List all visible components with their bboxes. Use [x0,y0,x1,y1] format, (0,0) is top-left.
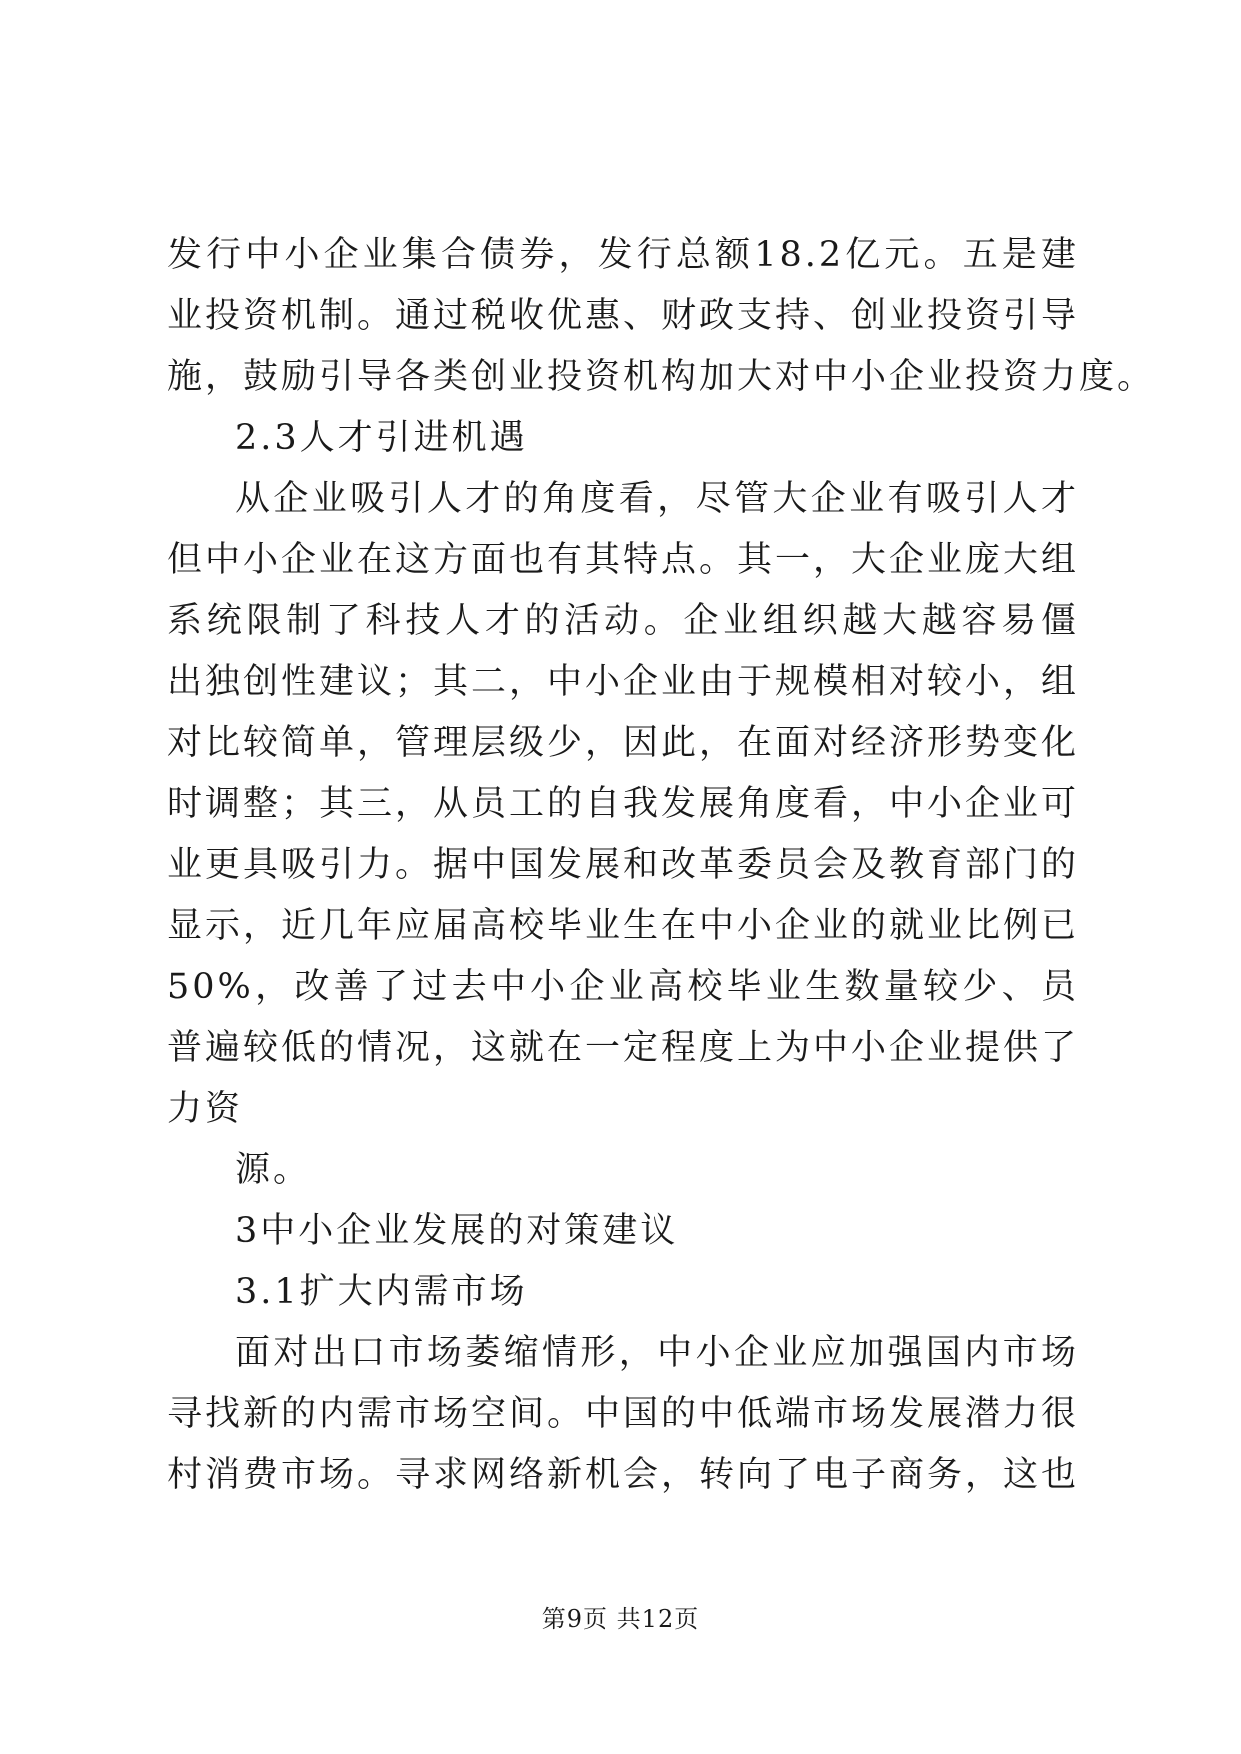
body-text-line: 业投资机制。通过税收优惠、财政支持、创业投资引导 [167,296,1079,336]
body-text-line: 力资 [167,1089,244,1129]
body-text-line: 普遍较低的情况，这就在一定程度上为中小企业提供了 [167,1028,1079,1068]
body-text-line: 显示，近几年应届高校毕业生在中小企业的就业比例已 [167,906,1079,946]
body-text-line: 从企业吸引人才的角度看，尽管大企业有吸引人才 [235,479,1079,519]
body-text-line: 但中小企业在这方面也有其特点。其一，大企业庞大组 [167,540,1079,580]
body-text-line: 村消费市场。寻求网络新机会，转向了电子商务，这也 [167,1455,1079,1495]
body-text-line: 业更具吸引力。据中国发展和改革委员会及教育部门的 [167,845,1079,885]
body-text-line: 出独创性建议；其二，中小企业由于规模相对较小，组 [167,662,1079,702]
body-text-line: 发行中小企业集合债券，发行总额18.2亿元。五是建 [167,235,1079,275]
body-text-line: 源。 [235,1150,312,1190]
body-text-line: 系统限制了科技人才的活动。企业组织越大越容易僵 [167,601,1079,641]
body-text-line: 50%，改善了过去中小企业高校毕业生数量较少、员 [167,967,1079,1007]
section-heading: 2.3人才引进机遇 [235,418,528,458]
section-heading: 3中小企业发展的对策建议 [235,1211,679,1251]
page-number: 第9页 共12页 [541,1605,700,1633]
body-text-line: 寻找新的内需市场空间。中国的中低端市场发展潜力很 [167,1394,1079,1434]
document-body [167,225,1156,1506]
body-text-line: 面对出口市场萎缩情形，中小企业应加强国内市场 [235,1333,1079,1373]
body-text-line: 施，鼓励引导各类创业投资机构加大对中小企业投资力度。 [167,357,1156,397]
body-text-line: 时调整；其三，从员工的自我发展角度看，中小企业可 [167,784,1079,824]
page-footer [0,1604,1241,1634]
subsection-heading: 3.1扩大内需市场 [235,1272,528,1312]
body-text-line: 对比较简单，管理层级少，因此，在面对经济形势变化 [167,723,1079,763]
